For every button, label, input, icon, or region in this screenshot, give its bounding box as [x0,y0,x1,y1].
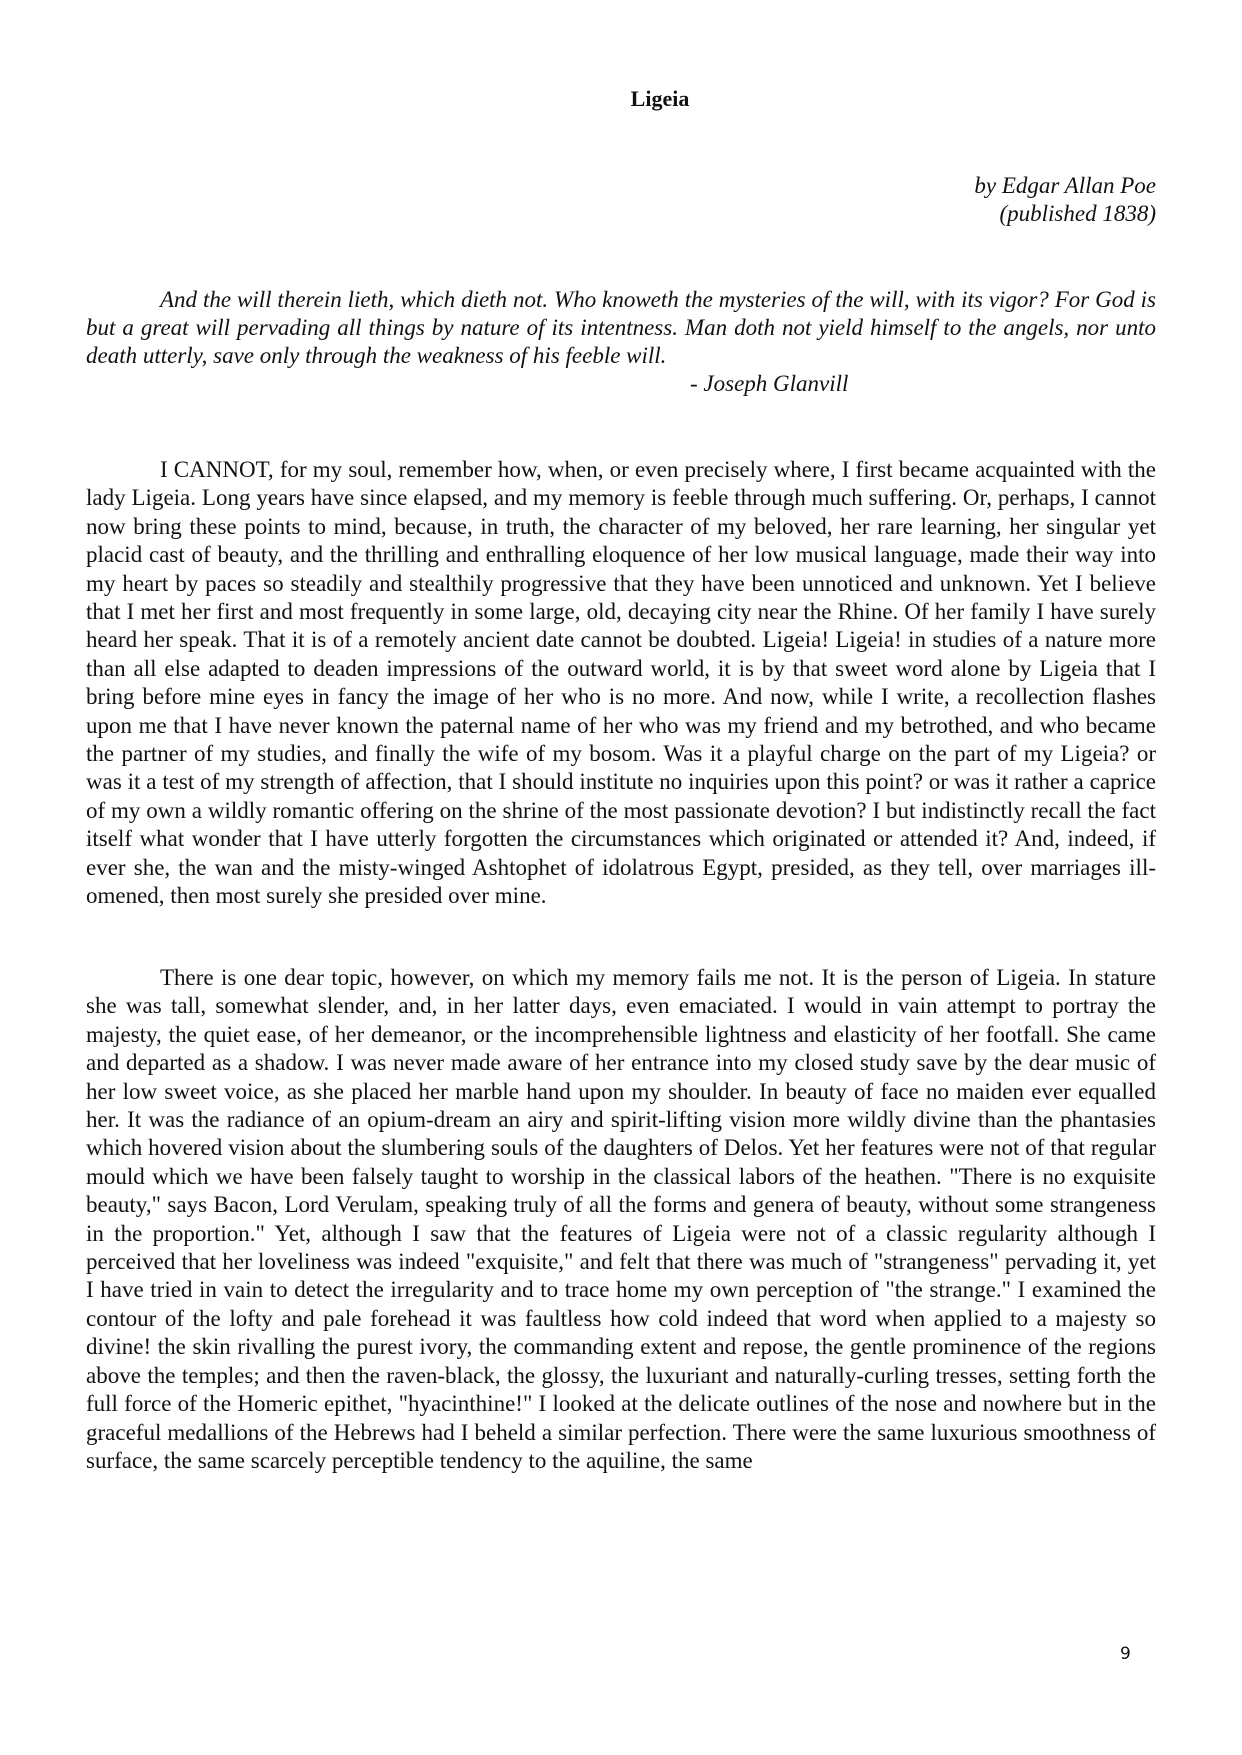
page-title: Ligeia [630,86,690,111]
epigraph-attribution: - Joseph Glanvill [690,371,849,396]
byline [974,172,1156,228]
epigraph: And the will therein lieth, which dieth not. Who knoweth the mysteries of the will, with its vigor? For God is but a great will pervading all things by nature of its intentness. Man doth not yield himself to the angels, nor unto death utterly, save only through the weakness of his feeble will. [86,287,1156,368]
publication-line: (published 1838) [999,201,1156,226]
body-paragraph: There is one dear topic, however, on which my memory fails me not. It is the person of Ligeia. In stature she was tall, somewhat slender, and, in her latter days, even emaciated. I would in vain attempt to portray the majesty, the quiet ease, of her demeanor, or the incomprehensible lightness and elasticity of her footfall. She came and departed as a shadow. I was never made aware of her entrance into my closed study save by the dear music of her low sweet voice, as she placed her marble hand upon my shoulder. In beauty of face no maiden ever equalled her. It was the radiance of an opium-dream an airy and spirit-lifting vision more wildly divine than the phantasies which hovered vision about the slumbering souls of the daughters of Delos. Yet her features were not of that regular mould which we have been falsely taught to worship in the classical labors of the heathen. "There is no exquisite beauty," says Bacon, Lord Verulam, speaking truly of all the forms and genera of beauty, without some strangeness in the proportion." Yet, although I saw that the features of Ligeia were not of a classic regularity although I perceived that her loveliness was indeed "exquisite," and felt that there was much of "strangeness" pervading it, yet I have tried in vain to detect the irregularity and to trace home my own perception of "the strange." I examined the contour of the lofty and pale forehead it was faultless how cold indeed that word when applied to a majesty so divine! the skin rivalling the purest ivory, the commanding extent and repose, the gentle prominence of the regions above the temples; and then the raven-black, the glossy, the luxuriant and naturally-curling tresses, setting forth the full force of the Homeric epithet, "hyacinthine!" I looked at the delicate outlines of the nose and nowhere but in the graceful medallions of the Hebrews had I beheld a similar perfection. There were the same luxurious smoothness of surface, the same scarcely perceptible tendency to the aquiline, the same [86,965,1156,1473]
body-paragraph: I CANNOT, for my soul, remember how, when, or even precisely where, I first became acquainted with the lady Ligeia. Long years have since elapsed, and my memory is feeble through much suffering. Or, perhaps, I cannot now bring these points to mind, because, in truth, the character of my beloved, her rare learning, her singular yet placid cast of beauty, and the thrilling and enthralling eloquence of her low musical language, made their way into my heart by paces so steadily and stealthily progressive that they have been unnoticed and unknown. Yet I believe that I met her first and most frequently in some large, old, decaying city near the Rhine. Of her family I have surely heard her speak. That it is of a remotely ancient date cannot be doubted. Ligeia! Ligeia! in studies of a nature more than all else adapted to deaden impressions of the outward world, it is by that sweet word alone by Ligeia that I bring before mine eyes in fancy the image of her who is no more. And now, while I write, a recollection flashes upon me that I have never known the paternal name of her who was my friend and my betrothed, and who became the partner of my studies, and finally the wife of my bosom. Was it a playful charge on the part of my Ligeia? or was it a test of my strength of affection, that I should institute no inquiries upon this point? or was it rather a caprice of my own a wildly romantic offering on the shrine of the most passionate devotion? I but indistinctly recall the fact itself what wonder that I have utterly forgotten the circumstances which originated or attended it? And, indeed, if ever she, the wan and the misty-winged Ashtophet of idolatrous Egypt, presided, as they tell, over marriages ill-omened, then most surely she presided over mine. [86,457,1156,909]
page-number: 9 [1120,1644,1131,1664]
author-line: by Edgar Allan Poe [974,173,1156,198]
